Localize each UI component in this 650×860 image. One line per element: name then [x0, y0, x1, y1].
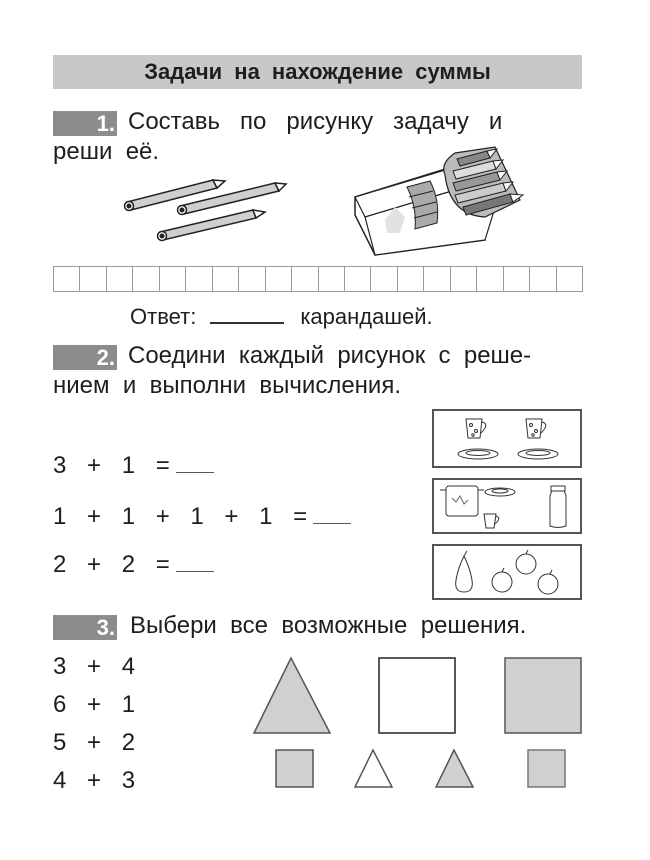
apple-icon	[492, 568, 512, 592]
small-gray-square[interactable]	[528, 750, 565, 787]
answer-blank[interactable]	[210, 322, 284, 324]
expression-option[interactable]: 4 + 3	[53, 767, 136, 794]
picture-box-cups-plates[interactable]	[432, 409, 582, 468]
grid-cell[interactable]	[107, 267, 133, 291]
expression-option[interactable]: 6 + 1	[53, 691, 136, 718]
cup-icon	[466, 419, 486, 438]
cup-icon	[526, 419, 546, 438]
answer-row	[130, 302, 433, 332]
grid-cell[interactable]	[186, 267, 212, 291]
pot-icon	[440, 486, 484, 516]
task2-text-line1: Соедини каждый рисунок с реше-	[128, 342, 532, 369]
equation-blank[interactable]	[176, 571, 214, 572]
pencil-icon	[158, 210, 266, 241]
shapes-set	[250, 650, 590, 800]
answer-label: Ответ:	[130, 304, 197, 329]
task1-text-line1: Составь по рисунку задачу и	[128, 108, 503, 135]
grid-cell[interactable]	[398, 267, 424, 291]
grid-cell[interactable]	[424, 267, 450, 291]
pear-icon	[456, 551, 473, 592]
loose-pencils-illustration	[115, 170, 290, 250]
grid-cell[interactable]	[451, 267, 477, 291]
plate-icon	[485, 488, 515, 496]
grid-cell[interactable]	[239, 267, 265, 291]
apple-icon	[538, 570, 558, 594]
small-gray-square[interactable]	[276, 750, 313, 787]
task2-text-line2: нием и выполни вычисления.	[53, 372, 401, 399]
equation-row	[53, 452, 214, 480]
small-gray-triangle[interactable]	[436, 750, 473, 787]
grid-cell[interactable]	[319, 267, 345, 291]
apple-icon	[516, 550, 536, 574]
cups-plates-illustration	[434, 411, 580, 466]
task-number-badge: 1.	[53, 111, 117, 136]
grid-cell[interactable]	[557, 267, 583, 291]
task3-text: Выбери все возможные решения.	[130, 612, 527, 639]
picture-box-kitchenware[interactable]	[432, 478, 582, 534]
page-title: Задачи на нахождение суммы	[144, 59, 491, 84]
section-header	[53, 55, 582, 89]
equation-expression: 3 + 1 =	[53, 452, 170, 479]
grid-cell[interactable]	[477, 267, 503, 291]
small-white-triangle[interactable]	[355, 750, 392, 787]
task-number-badge: 2.	[53, 345, 117, 370]
grid-cell[interactable]	[213, 267, 239, 291]
plate-icon	[458, 449, 498, 459]
fruits-illustration	[434, 546, 580, 598]
large-white-square[interactable]	[379, 658, 455, 733]
large-gray-square[interactable]	[505, 658, 581, 733]
plate-icon	[518, 449, 558, 459]
grid-cell[interactable]	[504, 267, 530, 291]
equation-expression: 2 + 2 =	[53, 551, 170, 578]
grid-cell[interactable]	[530, 267, 556, 291]
kitchenware-illustration	[434, 480, 580, 532]
equation-row	[53, 551, 214, 579]
large-gray-triangle[interactable]	[254, 658, 330, 733]
equation-row	[53, 503, 351, 531]
grid-cell[interactable]	[54, 267, 80, 291]
equation-expression: 1 + 1 + 1 + 1 =	[53, 503, 308, 530]
grid-cell[interactable]	[371, 267, 397, 291]
cup-icon	[484, 514, 499, 528]
expression-option[interactable]: 3 + 4	[53, 653, 136, 680]
grid-cell[interactable]	[266, 267, 292, 291]
expression-option[interactable]: 5 + 2	[53, 729, 136, 756]
grid-cell[interactable]	[80, 267, 106, 291]
task-number-badge: 3.	[53, 615, 117, 640]
grid-cell[interactable]	[292, 267, 318, 291]
equation-blank[interactable]	[313, 523, 351, 524]
answer-unit: карандашей.	[300, 304, 433, 329]
grid-cell[interactable]	[160, 267, 186, 291]
grid-cell[interactable]	[133, 267, 159, 291]
equation-blank[interactable]	[176, 472, 214, 473]
grid-cell[interactable]	[345, 267, 371, 291]
picture-box-fruits[interactable]	[432, 544, 582, 600]
answer-grid[interactable]	[53, 266, 583, 292]
task1-text-line2: реши её.	[53, 138, 160, 165]
pencil-box-illustration	[345, 145, 535, 260]
milk-can-icon	[550, 486, 566, 528]
